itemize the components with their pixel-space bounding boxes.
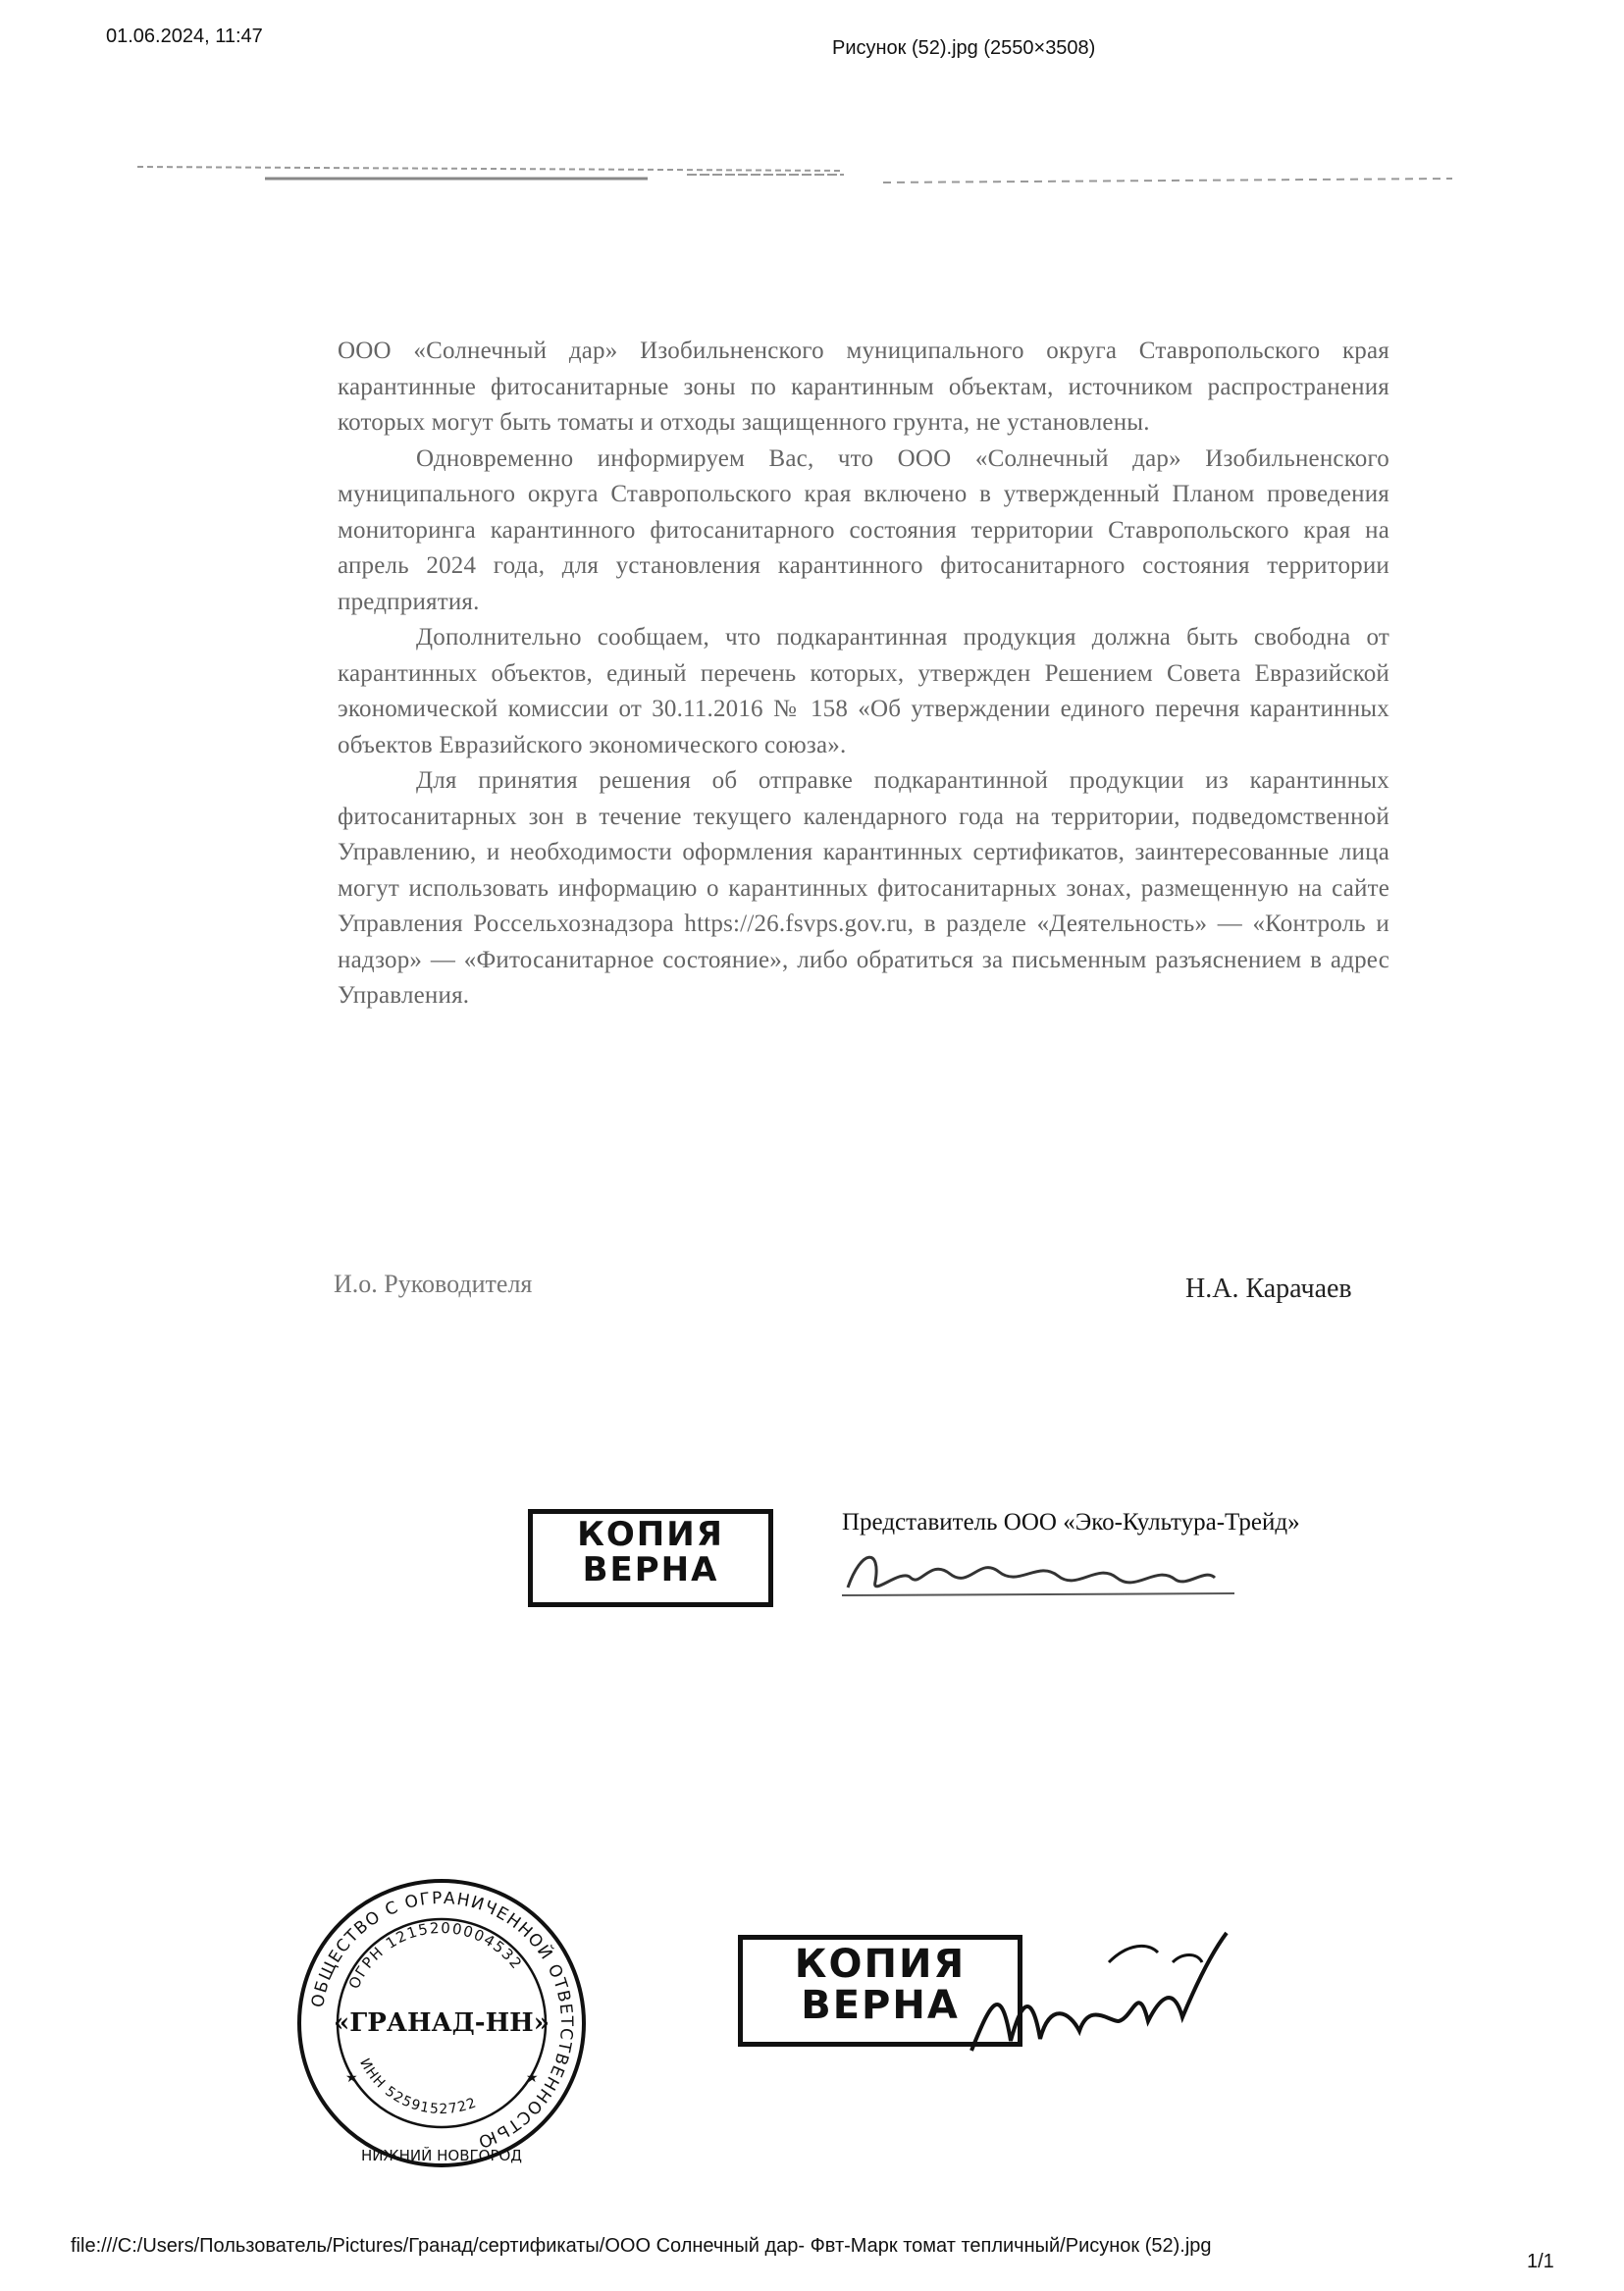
print-page-number: 1/1 bbox=[1527, 2251, 1554, 2272]
representative-label: Представитель ООО «Эко-Культура-Трейд» bbox=[842, 1509, 1300, 1536]
print-title: Рисунок (52).jpg (2550×3508) bbox=[832, 37, 1096, 59]
letter-body bbox=[338, 334, 1389, 1015]
copy-verified-stamp bbox=[528, 1509, 773, 1607]
seal-star-icon: ★ bbox=[345, 2071, 358, 2086]
scan-noise-lines bbox=[137, 157, 1452, 196]
paragraph-4: Для принятия решения об отправке подкарантинной продукции из карантинных фитосанитарных зон в течение текущего календарного года на территории, подведомственной Управлению, и необходимости оформления карантинных сертификатов, заинтересованные лица могут использовать информацию о карантинных фитосанитарных зонах, размещенную на сайте Управления Россельхознадзора https://26.fsvps.gov.ru, в разделе «Деятельность» — «Контроль и надзор» — «Фитосанитарное состояние», либо обратиться за письменным разъяснением в адрес Управления. bbox=[338, 767, 1389, 1009]
seal-center-name: «ГРАНАД-НН» bbox=[334, 2008, 550, 2038]
signer-name: Н.А. Карачаев bbox=[1185, 1274, 1352, 1304]
signer-position: И.о. Руководителя bbox=[334, 1270, 533, 1298]
stamp-line-2: ВЕРНА bbox=[582, 1549, 719, 1589]
representative-signature bbox=[842, 1538, 1254, 1607]
seal-city: НИЖНИЙ НОВГОРОД bbox=[360, 2147, 523, 2164]
stamp-line-1: КОПИЯ bbox=[794, 1942, 967, 1987]
print-datetime: 01.06.2024, 11:47 bbox=[106, 26, 263, 47]
seal-star-icon: ★ bbox=[526, 2071, 539, 2086]
paragraph-2: Одновременно информируем Вас, что ООО «Солнечный дар» Изобильненского муниципального округа Ставропольского края включено в утвержденный Планом проведения мониторинга карантинного фитосанитарного состояния территории Ставропольского края на апрель 2024 года, для установления карантинного фитосанитарного состояния территории предприятия. bbox=[338, 444, 1389, 615]
seal-ogrn: ОГРН 1215200004532 bbox=[344, 1918, 527, 1992]
stamp-line-2: ВЕРНА bbox=[801, 1983, 960, 2028]
paragraph-1: ООО «Солнечный дар» Изобильненского муниципального округа Ставропольского края карантинные фитосанитарные зоны по карантинным объектам, источником распространения которых могут быть томаты и отходы защищенного грунта, не установлены. bbox=[338, 338, 1389, 436]
svg-text:ИНН 5259152722 bbox=[356, 2056, 479, 2117]
seal-outer-text: ОБЩЕСТВО С ОГРАНИЧЕННОЙ ОТВЕТСТВЕННОСТЬЮ bbox=[308, 1888, 577, 2153]
company-round-seal bbox=[294, 1876, 589, 2170]
paragraph-3: Дополнительно сообщаем, что подкарантинная продукция должна быть свободна от карантинных объектов, единый перечень которых, утвержден Решением Совета Евразийской экономической комиссии от 30.11.2016 № 158 «Об утверждении единого перечня карантинных объектов Евразийского экономического союза». bbox=[338, 624, 1389, 758]
seal-inn: ИНН 5259152722 bbox=[356, 2056, 480, 2118]
director-signature bbox=[962, 1923, 1236, 2070]
stamp-line-1: КОПИЯ bbox=[577, 1515, 724, 1554]
print-file-path: file:///C:/Users/Пользователь/Pictures/Гранад/сертификаты/ООО Солнечный дар- Фвт-Марк томат тепличный/Рисунок (52).jpg bbox=[71, 2235, 1212, 2257]
